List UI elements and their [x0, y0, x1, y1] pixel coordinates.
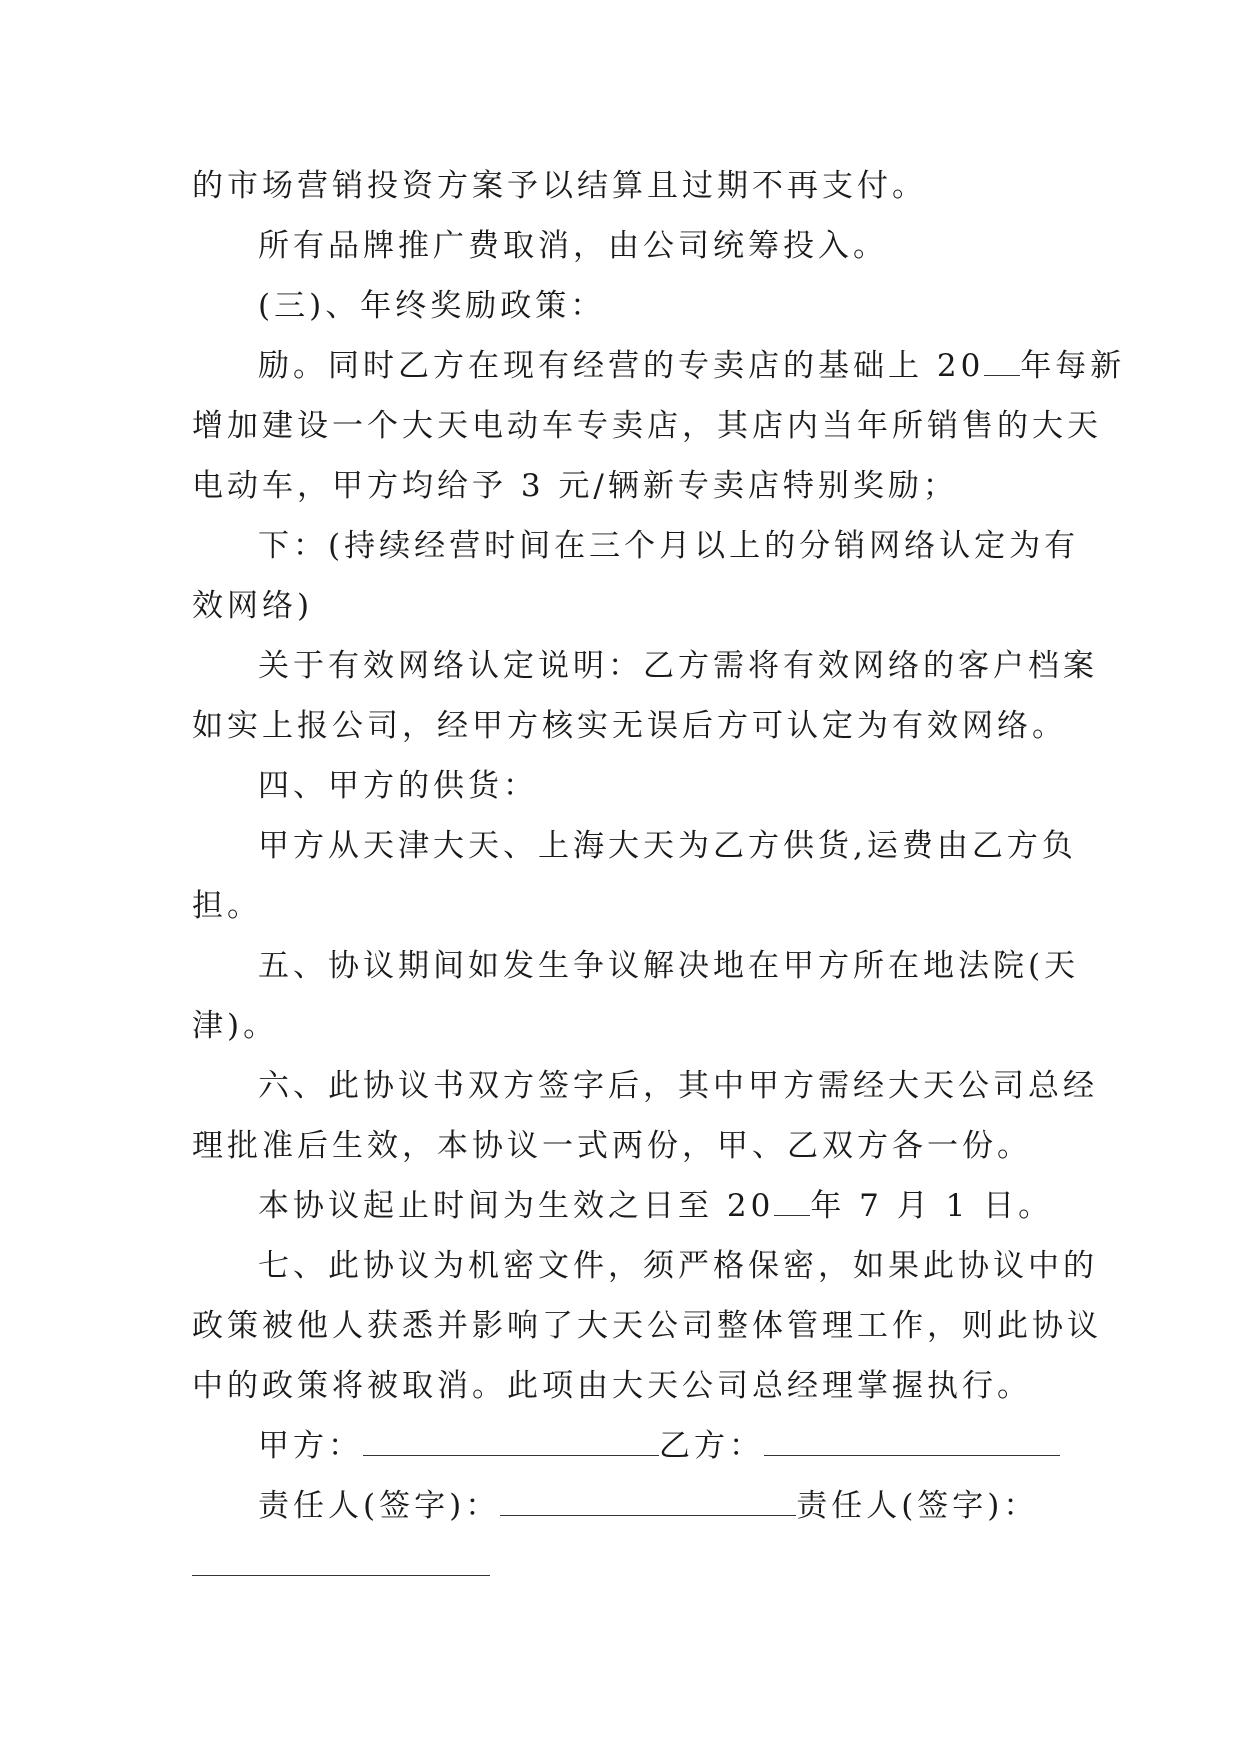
text-fragment: 年 7 月 1 日。 [810, 1188, 1054, 1224]
responsible-signature-line [192, 1476, 1052, 1536]
text-line: 六、此协议书双方签字后，其中甲方需经大天公司总经 [258, 1068, 1098, 1104]
party-b-label: 乙方： [659, 1428, 764, 1464]
text-fragment: 年每新 [1020, 348, 1126, 384]
text-fragment: 本协议起止时间为生效之日至 20 [258, 1188, 775, 1224]
text-line: 所有品牌推广费取消，由公司统筹投入。 [258, 228, 888, 264]
text-line: 甲方从天津大天、上海大天为乙方供货,运费由乙方负 [258, 828, 1077, 864]
trailing-signature-line [192, 1536, 1052, 1596]
party-a-label: 甲方： [258, 1428, 363, 1464]
text-line: 的市场营销投资方案予以结算且过期不再支付。 [192, 168, 927, 204]
party-a-blank [363, 1421, 659, 1456]
party-b-blank [764, 1421, 1060, 1456]
text-line [192, 1176, 1052, 1236]
fill-in-blank [774, 1181, 810, 1216]
text-line: 电动车，甲方均给予 3 元/辆新专卖店特别奖励； [192, 468, 958, 504]
text-line: 关于有效网络认定说明：乙方需将有效网络的客户档案 [258, 648, 1098, 684]
text-line: 效网络) [192, 588, 314, 624]
text-line: 五、协议期间如发生争议解决地在甲方所在地法院(天 [258, 948, 1080, 984]
text-line: 七、此协议为机密文件，须严格保密，如果此协议中的 [258, 1248, 1098, 1284]
text-fragment: 励。同时乙方在现有经营的专卖店的基础上 20 [258, 348, 985, 384]
section-heading: 四、甲方的供货： [258, 768, 538, 804]
sign-a-label: 责任人(签字)： [258, 1488, 501, 1524]
fill-in-blank [984, 341, 1020, 376]
agreement-text [192, 156, 1126, 1596]
text-line [192, 336, 1126, 396]
text-line: 担。 [192, 888, 262, 924]
text-line: 津)。 [192, 1008, 279, 1044]
section-heading: (三)、年终奖励政策： [258, 288, 606, 324]
text-line: 增加建设一个大天电动车专卖店，其店内当年所销售的大天 [192, 408, 1102, 444]
text-line: 政策被他人获悉并影响了大天公司整体管理工作，则此协议 [192, 1308, 1102, 1344]
sign-a-blank [500, 1481, 796, 1516]
party-signature-line [192, 1416, 1052, 1476]
text-line: 下：(持续经营时间在三个月以上的分销网络认定为有 [258, 528, 1080, 564]
text-line: 中的政策将被取消。此项由大天公司总经理掌握执行。 [192, 1368, 1032, 1404]
sign-b-blank [192, 1541, 490, 1576]
text-line: 如实上报公司，经甲方核实无误后方可认定为有效网络。 [192, 708, 1067, 744]
text-line: 理批准后生效，本协议一式两份，甲、乙双方各一份。 [192, 1128, 1032, 1164]
sign-b-label: 责任人(签字)： [796, 1488, 1039, 1524]
